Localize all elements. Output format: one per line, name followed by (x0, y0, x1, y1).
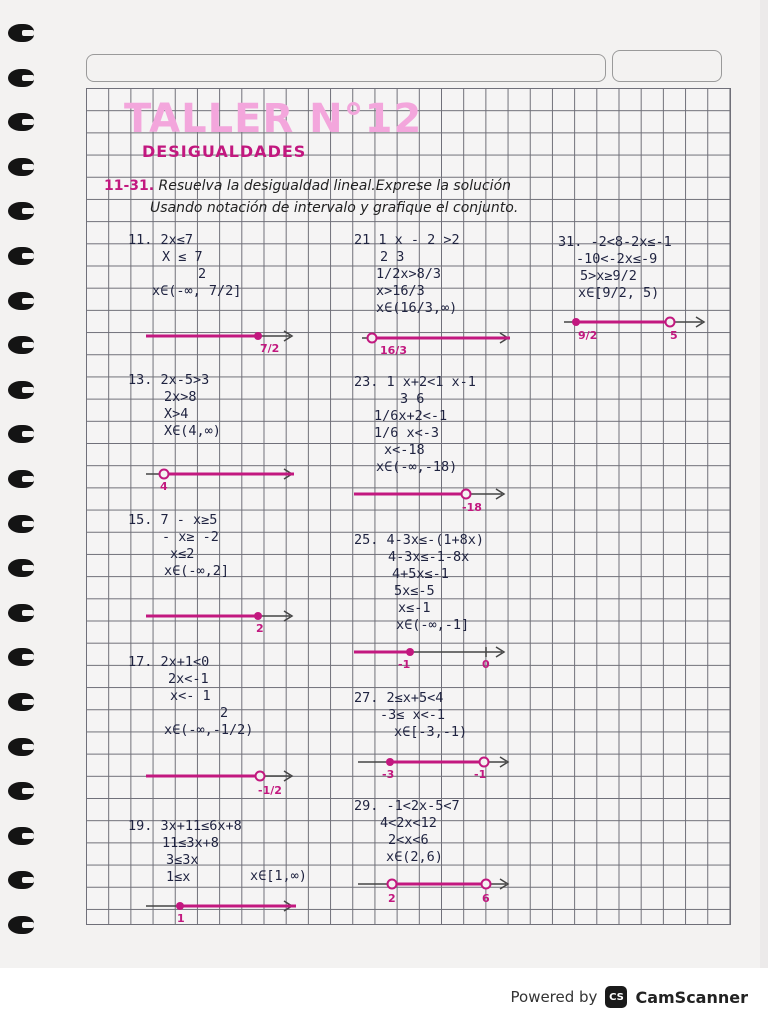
spiral-ring (8, 202, 34, 220)
problem-line: x≤-1 (398, 600, 431, 616)
tick-label: 5 (670, 329, 678, 342)
problem-line: X ≤ 7 (162, 249, 203, 265)
problem-11 (128, 232, 241, 300)
spiral-ring (8, 827, 34, 845)
problem-line: 23. 1 x+2<1 x-1 (354, 374, 476, 390)
tick-label: 7/2 (260, 342, 280, 355)
problem-21 (354, 232, 460, 317)
problem-25 (354, 532, 484, 634)
number-line-13 (140, 460, 310, 494)
problem-line: x∈(-∞,2] (164, 563, 230, 579)
problem-line: 5x≤-5 (394, 583, 435, 599)
problem-line: X>4 (164, 406, 189, 422)
tick-label: -3 (382, 768, 395, 781)
problem-line: 27. 2≤x+5<4 (354, 690, 444, 706)
number-line-27 (356, 748, 526, 782)
problem-line: 2<x<6 (388, 832, 429, 848)
spiral-binding (8, 0, 48, 968)
problem-27 (354, 690, 467, 741)
problem-line: 29. -1<2x-5<7 (354, 798, 460, 814)
instruction-line-1 (104, 178, 511, 194)
problem-line: 25. 4-3x≤-(1+8x) (354, 532, 485, 548)
spiral-ring (8, 247, 34, 265)
problem-29 (354, 798, 460, 866)
problem-line: 11≤3x+8 (162, 835, 219, 851)
problem-line: 13. 2x-5>3 (128, 372, 210, 388)
problem-line: x∈(-∞,-1/2) (164, 722, 254, 738)
problem-line: 21 1 x - 2 >2 (354, 232, 460, 248)
tick-label: 1 (177, 912, 185, 925)
problem-19-answer: x∈[1,∞) (250, 868, 307, 884)
number-line-23 (352, 480, 522, 514)
powered-by-text: Powered by (510, 988, 598, 1006)
problem-line: 1/2x>8/3 (376, 266, 442, 282)
problem-line: x∈(-∞,-18) (376, 459, 458, 475)
problem-13 (128, 372, 221, 440)
spiral-ring (8, 336, 34, 354)
problem-line: 5>x≥9/2 (580, 268, 637, 284)
problem-line: x∈(16/3,∞) (376, 300, 458, 316)
number-line-21 (356, 324, 526, 358)
problem-line: 1≤x (166, 869, 191, 885)
spiral-ring (8, 470, 34, 488)
camscanner-brand: CamScanner (635, 987, 748, 1007)
number-line-19 (140, 892, 310, 926)
problem-line: 31. -2<8-2x≤-1 (558, 234, 672, 250)
tick-label: 0 (482, 658, 490, 671)
problem-line: 2x>8 (164, 389, 197, 405)
problem-15 (128, 512, 229, 580)
spiral-ring (8, 916, 34, 934)
problem-line: 15. 7 - x≥5 (128, 512, 218, 528)
number-line-29 (356, 870, 526, 904)
problem-line: x>16/3 (376, 283, 425, 299)
scanner-watermark (511, 986, 749, 1008)
number-line-31 (562, 308, 712, 342)
problem-line: - x≥ -2 (162, 529, 219, 545)
problem-line: 4-3x≤-1-8x (388, 549, 470, 565)
tick-label: 9/2 (578, 329, 598, 342)
problem-19 (128, 818, 242, 886)
problem-line: 2 (198, 266, 207, 282)
spiral-ring (8, 381, 34, 399)
header-date-box (612, 50, 722, 82)
spiral-ring (8, 158, 34, 176)
tick-label: 6 (482, 892, 490, 905)
problem-line: -10<-2x≤-9 (576, 251, 658, 267)
problem-line: 2x<-1 (168, 671, 209, 687)
tick-label: 2 (256, 622, 264, 635)
problem-line: x<- 1 (170, 688, 211, 704)
spiral-ring (8, 515, 34, 533)
spiral-ring (8, 425, 34, 443)
problem-line: x∈[9/2, 5) (578, 285, 660, 301)
problem-line: x≤2 (170, 546, 195, 562)
spiral-ring (8, 69, 34, 87)
problem-line: 1/6x+2<-1 (374, 408, 448, 424)
tick-label: 16/3 (380, 344, 407, 357)
camscanner-logo-icon: CS (605, 986, 627, 1008)
instruction-number: 11-31. (104, 178, 155, 194)
header-field-box (86, 54, 606, 82)
spiral-ring (8, 292, 34, 310)
problem-line: 2 (220, 705, 229, 721)
page-subtitle: DESIGUALDADES (142, 142, 307, 161)
instruction-text-1: Resuelva la desigualdad lineal.Exprese la solución (158, 178, 512, 194)
problem-17 (128, 654, 253, 739)
problem-line: 4<2x<12 (380, 815, 437, 831)
spiral-ring (8, 648, 34, 666)
problem-line: x∈(-∞, 7/2] (152, 283, 242, 299)
tick-label: -1/2 (258, 784, 282, 797)
page-title: TALLER N°12 (124, 96, 423, 142)
problem-line: 17. 2x+1<0 (128, 654, 210, 670)
spiral-ring (8, 24, 34, 42)
spiral-ring (8, 559, 34, 577)
problem-line: x∈(-∞,-1] (396, 617, 470, 633)
tick-label: 4 (160, 480, 168, 493)
spiral-ring (8, 871, 34, 889)
problem-line: x∈[-3,-1) (394, 724, 468, 740)
problem-line: 3 6 (400, 391, 425, 407)
spiral-ring (8, 604, 34, 622)
problem-line: 4+5x≤-1 (392, 566, 449, 582)
problem-31 (558, 234, 672, 302)
tick-label: 2 (388, 892, 396, 905)
number-line-11 (140, 322, 310, 356)
number-line-17 (140, 762, 310, 796)
problem-line: -3≤ x<-1 (380, 707, 446, 723)
problem-line: X∈(4,∞) (164, 423, 221, 439)
spiral-ring (8, 693, 34, 711)
problem-23 (354, 374, 476, 476)
tick-label: -18 (462, 501, 482, 514)
problem-line: 3≤3x (166, 852, 199, 868)
problem-line: 1/6 x<-3 (374, 425, 440, 441)
spiral-ring (8, 113, 34, 131)
problem-line: 19. 3x+11≤6x+8 (128, 818, 242, 834)
tick-label: -1 (474, 768, 487, 781)
problem-line: x∈(2,6) (386, 849, 443, 865)
tick-label: -1 (398, 658, 411, 671)
instruction-line-2: Usando notación de intervalo y grafique el conjunto. (150, 200, 519, 216)
problem-line: x<-18 (384, 442, 425, 458)
problem-line: 11. 2x≤7 (128, 232, 194, 248)
problem-line: 2 3 (380, 249, 405, 265)
spiral-ring (8, 738, 34, 756)
number-line-25 (352, 638, 522, 672)
number-line-15 (140, 602, 310, 636)
spiral-ring (8, 782, 34, 800)
